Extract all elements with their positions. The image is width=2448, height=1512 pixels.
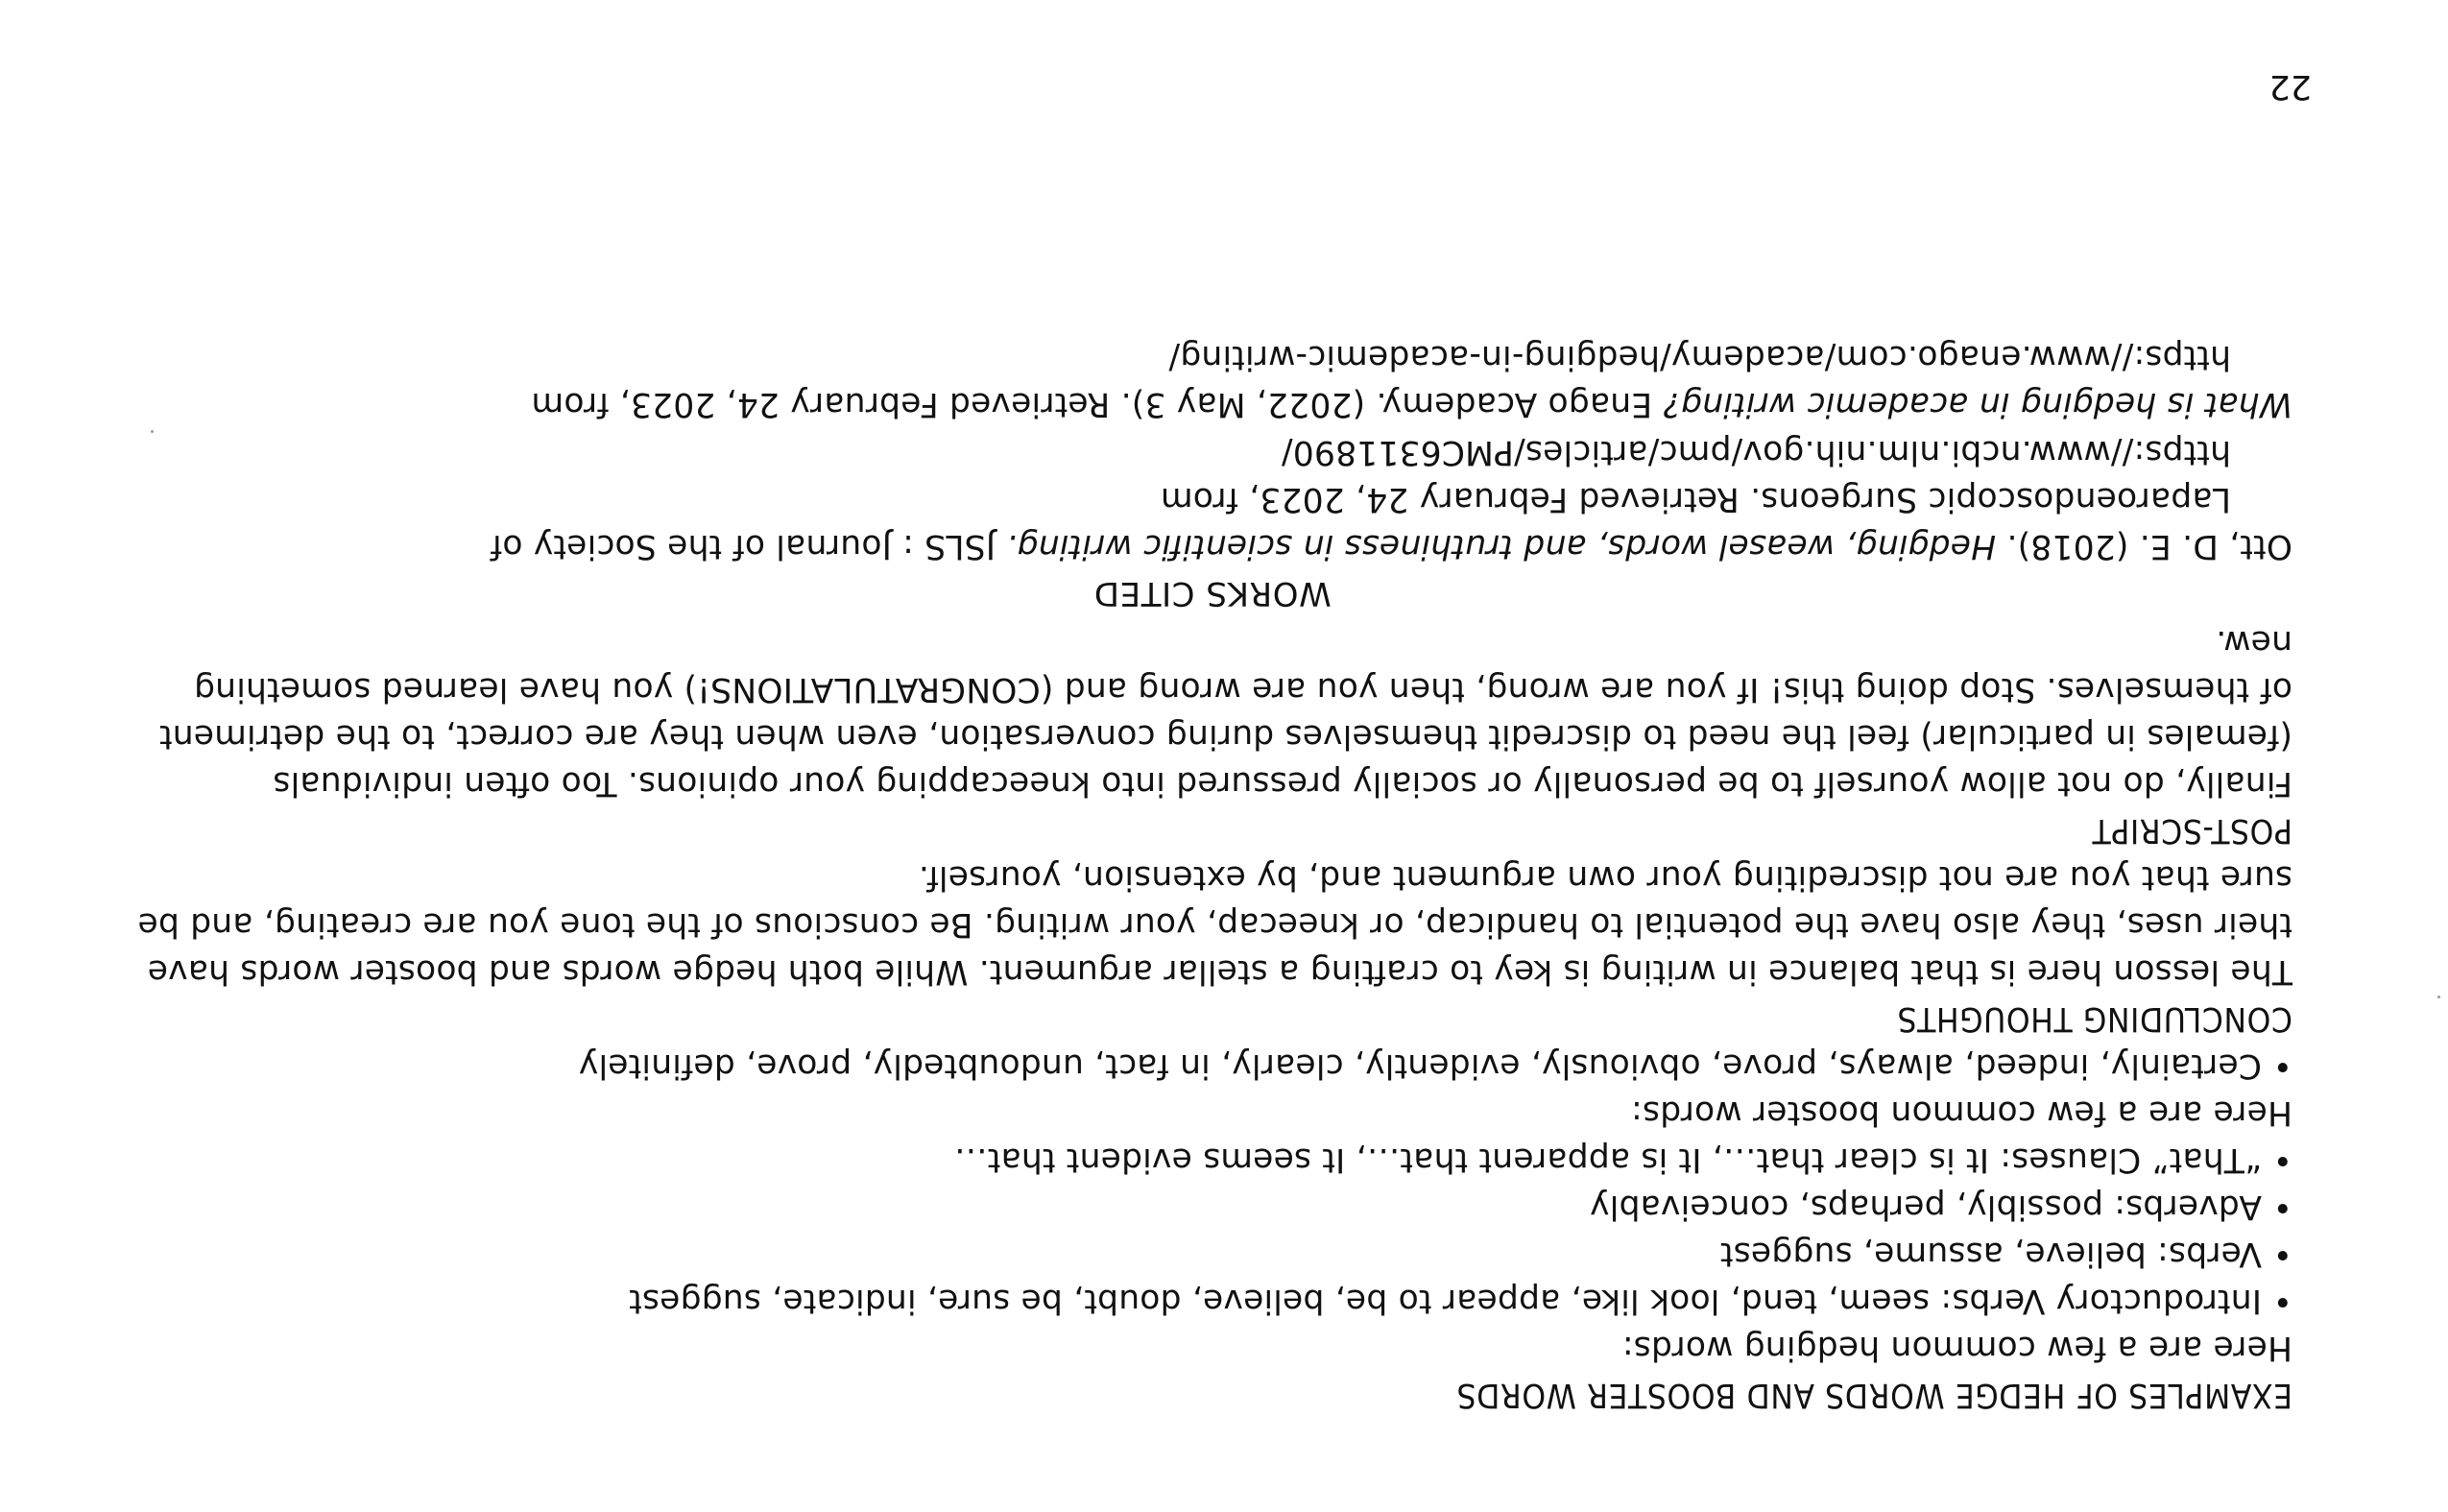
list-item: • Introductory Verbs: seem, tend, look like, appear to be, believe, doubt, be sure, indicate, suggest: [132, 1277, 2292, 1324]
citation-title: What is hedging in academic writing?: [1663, 385, 2292, 423]
post-script-paragraph: Finally, do not allow yourself to be personally or socially pressured into kneecapping your opinions. Too often individuals (females in particular) feel the need to discredit themselves during conversation, even when they are correct, to the detriment of themselves. Stop doing this! If you are wrong, then you are wrong and (CONGRATULATIONS!) you have learned something new.: [158, 623, 2292, 803]
hedge-word-list: [132, 1136, 2292, 1324]
works-cited-heading: WORKS CITED: [1093, 574, 1332, 612]
scan-speck: [151, 430, 154, 433]
booster-intro: Here are a few common booster words:: [1630, 1093, 2292, 1132]
concluding-thoughts-heading: CONCLUDING THOUGHTS: [1896, 999, 2292, 1038]
citation-title: Hedging, weasel words, and truthiness in scientific writing.: [1006, 527, 1997, 565]
scan-speck: [2437, 996, 2440, 998]
post-script-heading: POST-SCRIPT: [2091, 811, 2292, 850]
page-number: 22: [2268, 67, 2312, 106]
list-item: • Certainly, indeed, always, prove, obviously, evidently, clearly, in fact, undoubtedly, prove, definitely: [132, 1042, 2292, 1089]
booster-word-list: [132, 1042, 2292, 1089]
citation-ott: Ott, D. E. (2018). Hedging, weasel words, and truthiness in scientific writing. JSLS : Journal of the Society of Laparoendoscopic Surgeons. Retrieved February 24, 2023, from https://www.ncbi.nlm.nih.gov/pmc/articles/PMC6311890/: [490, 433, 2292, 565]
list-item: • Verbs: believe, assume, suggest: [132, 1230, 2292, 1277]
list-item: • “That” Clauses: It is clear that…, It is apparent that…, It seems evident that…: [132, 1136, 2292, 1183]
page-body: [132, 333, 2292, 1418]
concluding-paragraph: The lesson here is that balance in writing is key to crafting a stellar argument. While both hedge words and booster words have their uses, they also have the potential to handicap, or kneecap, your writing. Be conscious of the tone you are creating, and be sure that you are not discrediting your own argument and, by extension, yourself.: [137, 858, 2292, 991]
citation-enago: What is hedging in academic writing? Enago Academy. (2022, May 3). Retrieved February 24, 2023, from https://www.enago.com/academy/hedging-in-academic-writing/: [531, 338, 2292, 423]
hedge-booster-heading: EXAMPLES OF HEDGE WORDS AND BOOSTER WORDS: [1455, 1376, 2292, 1414]
hedge-intro: Here are a few common hedging words:: [1621, 1329, 2292, 1367]
list-item: • Adverbs: possibly, perhaps, conceivably: [132, 1183, 2292, 1230]
